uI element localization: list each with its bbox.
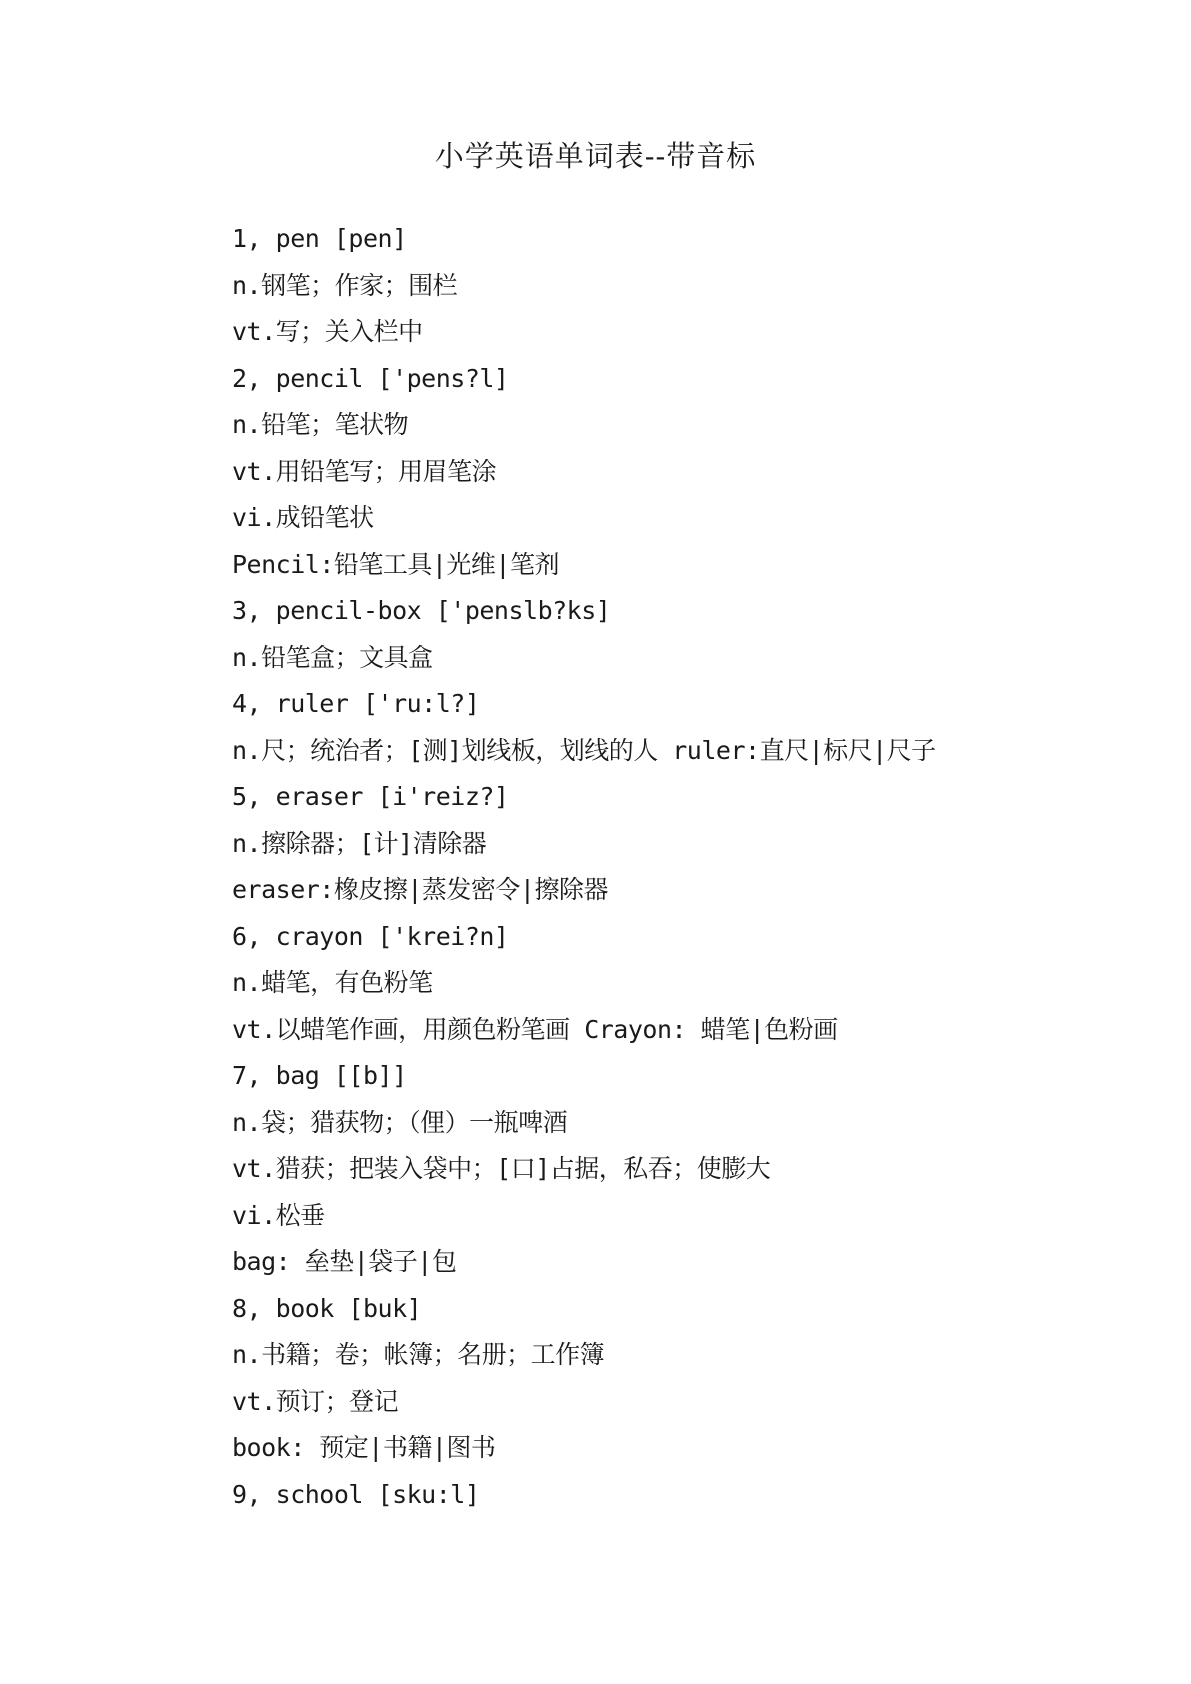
word-line: bag: 垒垫|袋子|包 — [232, 1247, 457, 1276]
word-line: 8, book [buk] — [232, 1293, 422, 1323]
word-line: 3, pencil-box ['penslb?ks] — [232, 596, 611, 625]
word-line: 5, eraser [i'reiz?] — [232, 782, 509, 811]
word-line: 4, ruler ['ru:l?] — [232, 689, 480, 718]
word-line: 1, pen [pen] — [232, 224, 407, 253]
document-title: 小学英语单词表--带音标 — [434, 139, 757, 173]
word-line: n.蜡笔，有色粉笔 — [232, 968, 433, 997]
word-line: n.袋；猎获物；（俚）一瓶啤酒 — [232, 1107, 568, 1137]
word-line: eraser:橡皮擦|蒸发密令|擦除器 — [232, 875, 608, 904]
word-line: n.擦除器；[计]清除器 — [232, 828, 487, 858]
word-list — [232, 216, 1132, 1518]
word-line: vt.猎获；把装入袋中；[口]占据，私吞；使膨大 — [232, 1154, 771, 1183]
word-line: vt.预订；登记 — [232, 1386, 399, 1416]
word-line: vi.松垂 — [232, 1200, 325, 1230]
word-line: vt.写；关入栏中 — [232, 317, 423, 346]
word-line: n.钢笔；作家；围栏 — [232, 270, 458, 300]
word-line: 2, pencil ['pens?l] — [232, 363, 509, 393]
word-line: Pencil:铅笔工具|光维|笔剂 — [232, 549, 559, 579]
word-line: n.铅笔盒；文具盒 — [232, 642, 433, 672]
word-line: vi.成铅笔状 — [232, 503, 374, 532]
word-line: n.书籍；卷；帐簿；名册；工作簿 — [232, 1340, 605, 1369]
word-line: n.铅笔；笔状物 — [232, 410, 409, 439]
word-line: vt.以蜡笔作画，用颜色粉笔画 Crayon: 蜡笔|色粉画 — [232, 1014, 838, 1044]
word-line: book: 预定|书籍|图书 — [232, 1433, 496, 1462]
word-line: 9, school [sku:l] — [232, 1479, 480, 1509]
word-line: 6, crayon ['krei?n] — [232, 921, 509, 951]
word-line: vt.用铅笔写；用眉笔涂 — [232, 456, 497, 486]
word-line: 7, bag [[b]] — [232, 1061, 407, 1090]
word-line: n.尺；统治者；[测]划线板，划线的人 ruler:直尺|标尺|尺子 — [232, 735, 936, 765]
